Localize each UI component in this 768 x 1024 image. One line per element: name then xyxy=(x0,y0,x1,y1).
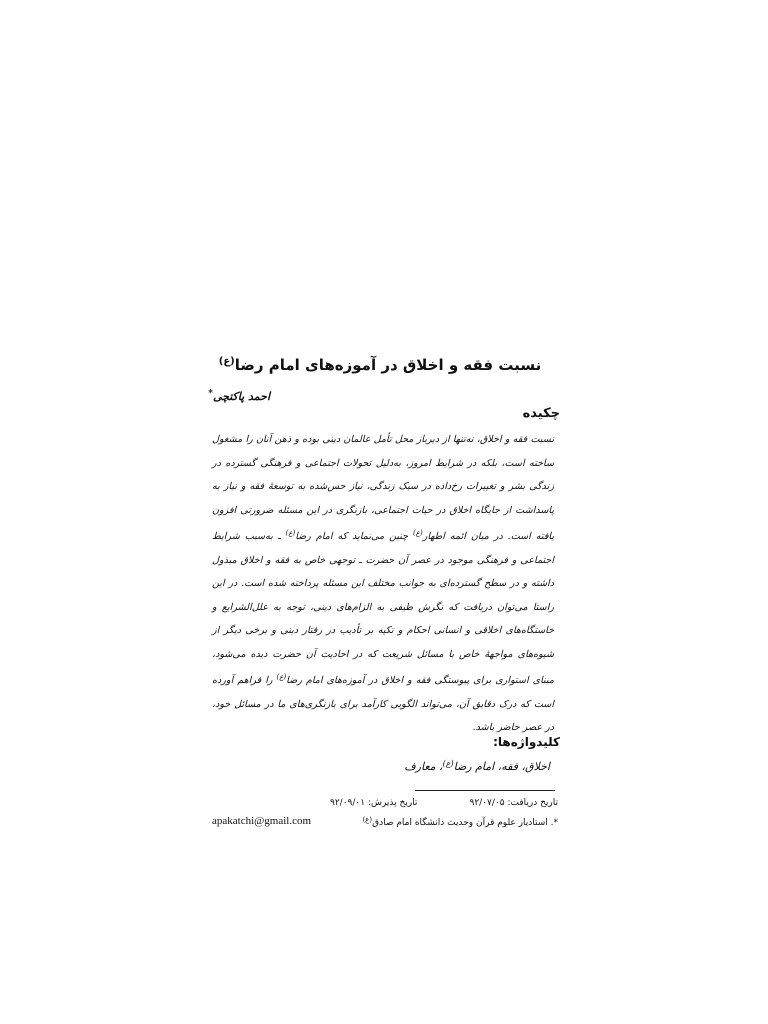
paper-title xyxy=(150,350,610,377)
keywords-heading: کلیدواژه‌ها: xyxy=(493,735,560,749)
article-dates xyxy=(330,796,558,812)
accepted-date: تاریخ پذیرش: ۹۲/۰۹/۰۱ xyxy=(330,798,418,808)
abstract-text-3: ـ به‌سبب شرایط اجتماعی و فرهنگی موجود در عصر آن حضرت ـ توجهی خاص به فقه و اخلاق مبذول داشته و در سطح گسترده‌ای به جوانب مختلف این مسئله پرداخته شده است. در این راستا می‌توان دریافت که نگرش طیفی به الزام‌های دینی، توجه به علل‌الشرایع و خاستگاه‌های اخلاقی و انسانی احکام و تکیه بر تأدیب در رفتار دینی و برخی دیگر از شیوه‌های مواجههٔ خاص با مسائل شریعت که در احادیث آن حضرت دیده می‌شود، مبنای استواری برای پیوستگی فقه و اخلاق در آموزه‌های امام رضا xyxy=(212,531,554,686)
keywords-list xyxy=(404,755,550,776)
abstract-honorific-2: (ع) xyxy=(285,529,296,537)
affiliation-mark: * xyxy=(553,818,558,828)
abstract-heading: چکیده xyxy=(522,406,560,421)
affiliation-text: . استادیار علوم قرآن وحدیث دانشگاه امام صادق xyxy=(372,818,554,828)
abstract-text-2: چنین می‌نماید که امام رضا xyxy=(295,531,414,542)
footnote-divider xyxy=(415,790,555,791)
author-name-text: احمد پاکتچی xyxy=(212,390,270,403)
abstract-body xyxy=(212,428,554,740)
paper-title-text: نسبت فقه و اخلاق در آموزه‌های امام رضا xyxy=(234,356,542,374)
abstract-honorific-1: (ع) xyxy=(413,529,423,537)
received-date: تاریخ دریافت: ۹۲/۰۷/۰۵ xyxy=(469,798,558,808)
author-affiliation xyxy=(362,813,558,830)
keywords-text-2: ، معارف xyxy=(404,760,443,773)
author-email[interactable]: apakatchi@gmail.com xyxy=(212,815,312,827)
keywords-text-1: اخلاق، فقه، امام رضا xyxy=(453,760,550,773)
author-footnote-mark: * xyxy=(208,389,213,399)
abstract-text-1: نسبت فقه و اخلاق، نه‌تنها از دیرباز محل تأمل عالمان دینی بوده و ذهن آنان را مشغول ساخته است، بلکه در شرایط امروز، به‌دلیل تحولات اجتماعی و فرهنگی گسترده در زندگی بشر و تغییرات رخ‌داده در سبک زندگی، نیاز حس‌شده به توسعهٔ فقه و نیاز به پاسداشت از جایگاه اخلاق در حیات اجتماعی، بازنگری در این مسئله ضرورتی افزون یافته است. در میان ائمه اطهار xyxy=(212,434,555,542)
paper-title-honorific: (ع) xyxy=(218,356,235,367)
affiliation-honorific: (ع) xyxy=(362,816,373,824)
abstract-text-4: را فراهم آورده است که درک دقایق آن، می‌تواند الگویی کارآمد برای بازنگری‌های ما در مسائل خود، در عصر حاضر باشد. xyxy=(212,675,554,733)
author-name xyxy=(208,386,270,405)
abstract-honorific-3: (ع) xyxy=(276,673,287,681)
keywords-honorific: (ع) xyxy=(442,759,454,768)
